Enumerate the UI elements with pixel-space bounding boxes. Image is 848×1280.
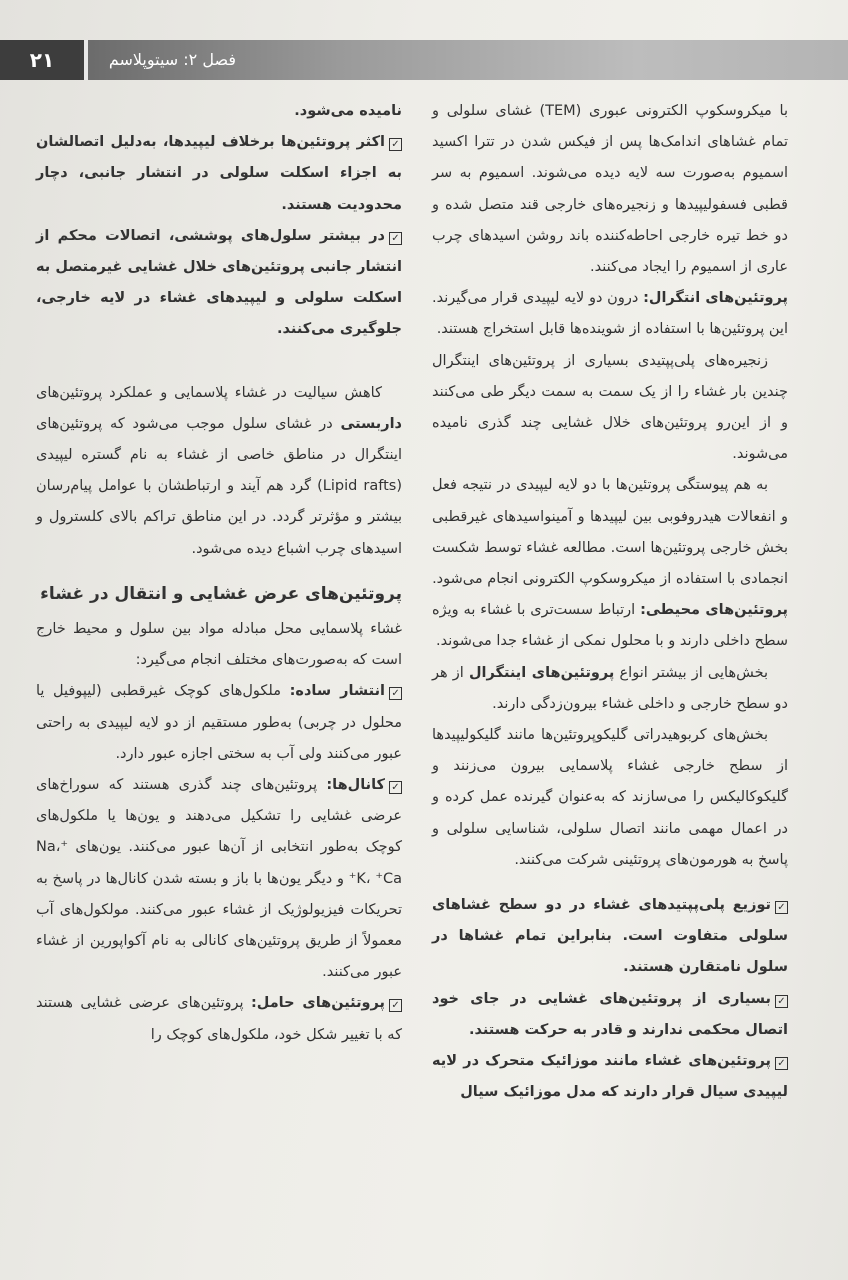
note-asymmetry: [432, 890, 788, 984]
paragraph-peripheral: [432, 595, 788, 657]
diffusion-text: ملکول‌های کوچک غیرقطبی (لیپوفیل یا محلول در چربی) به‌طور مستقیم از دو لایه لیپیدی به راحتی عبور می‌کنند ولی آب به سختی اجازه عبور دارد.: [36, 683, 402, 762]
checkbox-icon: ✓: [775, 901, 788, 914]
note-mobility: [432, 984, 788, 1046]
carrier-text: پروتئین‌های عرضی غشایی هستند که با تغییر شکل خود، ملکول‌های کوچک را: [36, 995, 402, 1043]
checkbox-icon: ✓: [389, 999, 402, 1012]
spacer: [432, 876, 788, 890]
lipid-rafts-text-a: کاهش سیالیت در غشاء پلاسمایی و عملکرد پروتئین‌های: [36, 384, 382, 401]
paragraph-polypeptide: زنجیره‌های پلی‌پپتیدی بسیاری از پروتئین‌های اینتگرال چندین بار غشاء را از یک سمت به سمت دیگر طی می‌کنند و از این‌رو پروتئین‌های خلال غشایی چند گذری نامیده می‌شوند.: [432, 352, 788, 463]
protrusion-text-b: از هر دو سطح خارجی و داخلی غشاء بیرون‌زدگی دارند.: [432, 664, 788, 712]
paragraph-transport-intro: غشاء پلاسمایی محل مبادله مواد بین سلول و محیط خارج است که به‌صورت‌های مختلف انجام می‌گیرد:: [36, 621, 402, 669]
carrier-term: پروتئین‌های حامل:: [250, 995, 386, 1012]
note-fluid-mosaic: [432, 1046, 788, 1108]
protrusion-bold: پروتئین‌های اینتگرال: [468, 664, 615, 681]
peripheral-text: ارتباط سست‌تری با غشاء به ویژه سطح داخلی دارند و با محلول نمکی از غشاء جدا می‌شوند.: [432, 602, 788, 650]
left-column: [36, 96, 402, 1051]
header-divider: [84, 40, 88, 80]
lipid-rafts-text-b: در غشای سلول موجب می‌شود که پروتئین‌های اینتگرال در مناطق خاصی از غشاء به نام گستره لیپیدی (Lipid rafts) گرد هم آیند و ارتباطشان با عوامل پیام‌رسان بیشتر و مؤثرتر گردد. در این مناطق تراکم بالای کلسترول و اسیدهای چرب اشباع دیده می‌شود.: [36, 415, 402, 557]
chapter-title: فصل ۲: سیتوپلاسم: [108, 50, 236, 69]
section-heading: پروتئین‌های عرض غشایی و انتقال در غشاء: [40, 583, 402, 604]
checkbox-icon: ✓: [775, 1057, 788, 1070]
continuation-line: نامیده می‌شود.: [294, 103, 402, 119]
note-tight-junctions: [36, 221, 402, 346]
checkbox-icon: ✓: [389, 781, 402, 794]
integral-text: درون دو لایه لیپیدی قرار می‌گیرند. این پروتئین‌ها با استفاده از شوینده‌ها قابل استخراج هستند.: [432, 290, 788, 338]
paragraph-hydrophobic: به هم پیوستگی پروتئین‌ها با دو لایه لیپیدی در نتیجه فعل و انفعالات هیدروفوبی بین لیپیدها و آمینواسیدهای غیرقطبی بخش خارجی پروتئین‌ها است. مطالعه غشاء توسط شکست انجمادی با استفاده از میکروسکوپ الکترونی انجام می‌شود.: [432, 477, 788, 588]
paragraph-lipid-rafts: [36, 378, 402, 565]
note-asymmetry-text: توزیع پلی‌پپتیدهای غشاء در دو سطح غشاهای سلولی متفاوت است. بنابراین تمام غشاها در سلول نامتقارن هستند.: [432, 897, 788, 976]
peripheral-term: پروتئین‌های محیطی:: [640, 602, 788, 619]
item-carrier-proteins: [36, 988, 402, 1050]
lipid-rafts-bold: داربستی: [340, 415, 402, 432]
paragraph-integral: [432, 283, 788, 345]
paragraph-protrusion: [432, 658, 788, 720]
spacer: [36, 346, 402, 378]
checkbox-icon: ✓: [389, 232, 402, 245]
checkbox-icon: ✓: [389, 138, 402, 151]
note-lateral-diffusion: [36, 127, 402, 221]
checkbox-icon: ✓: [775, 995, 788, 1008]
item-simple-diffusion: [36, 676, 402, 770]
note-fluid-mosaic-text: پروتئین‌های غشاء مانند موزائیک متحرک در لایه لیپیدی سیال قرار دارند که مدل موزائیک سیال: [432, 1053, 788, 1101]
integral-term: پروتئین‌های انتگرال:: [643, 290, 788, 307]
note-lateral-diffusion-text: اکثر پروتئین‌ها برخلاف لیپیدها، به‌دلیل اتصالشان به اجزاء اسکلت سلولی در انتشار جانبی، دچار محدودیت هستند.: [36, 134, 402, 213]
right-column: [432, 96, 788, 1109]
paragraph-tem: با میکروسکوپ الکترونی عبوری (TEM) غشای سلولی و تمام غشاهای اندامک‌ها پس از فیکس شدن در تترا اکسید اسمیوم به‌صورت سه لایه دیده می‌شوند. اسمیوم به سر قطبی فسفولیپیدها و زنجیره‌های خارجی قند متصل شده و دو خط تیره خارجی احاطه‌کننده باند روشن اسیدهای چرب عاری از اسمیوم را ایجاد می‌کنند.: [432, 103, 789, 276]
diffusion-term: انتشار ساده:: [289, 683, 386, 700]
item-channels: [36, 770, 402, 988]
protrusion-text-a: بخش‌هایی از بیشتر انواع: [614, 664, 768, 681]
page-number: ۲۱: [0, 40, 84, 80]
note-tight-junctions-text: در بیشتر سلول‌های پوششی، اتصالات محکم از انتشار جانبی پروتئین‌های خلال غشایی غیرمتصل به اسکلت سلولی و لیپیدهای غشاء در لایه خارجی، جلوگیری می‌کنند.: [36, 227, 402, 338]
checkbox-icon: ✓: [389, 687, 402, 700]
channels-term: کانال‌ها:: [326, 777, 385, 794]
paragraph-glycocalyx: بخش‌های کربوهیدراتی گلیکوپروتئین‌ها مانند گلیکولیپیدها از سطح خارجی غشاء پلاسمایی بیرون می‌زنند و گلیکوکالیکس را می‌سازند که به‌عنوان گیرنده عمل کرده و در اعمال مهمی مانند اتصال سلولی، شناسایی سلولی و پاسخ به هورمون‌های پروتئینی شرکت می‌کنند.: [432, 727, 788, 868]
note-mobility-text: بسیاری از پروتئین‌های غشایی در جای خود اتصال محکمی ندارند و قادر به حرکت هستند.: [432, 990, 788, 1038]
channels-text: پروتئین‌های چند گذری هستند که سوراخ‌های عرضی غشایی را تشکیل می‌دهند و یون‌ها یا ملکول‌های کوچک به‌طور انتخابی از آن‌ها عبور می‌کنند. یون‌های ⁺Na، ⁺K، ⁺Ca و دیگر یون‌ها با باز و بسته شدن کانال‌ها در پاسخ به تحریکات فیزیولوژیک از غشاء عبور می‌کنند. مولکول‌های آب معمولاً از طریق پروتئین‌های کانالی به نام آکواپورین از غشاء عبور می‌کنند.: [36, 777, 402, 981]
